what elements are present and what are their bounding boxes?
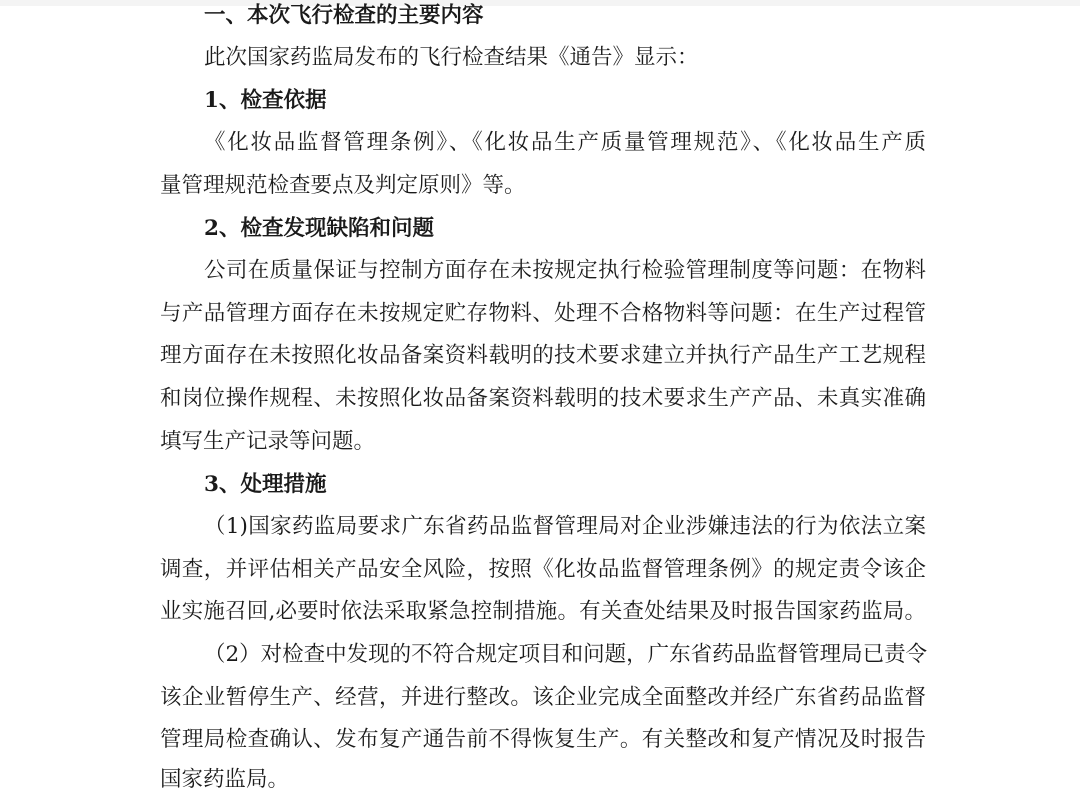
findings-line: 和岗位操作规程、未按照化妆品备案资料载明的技术要求生产产品、未真实准确 — [160, 386, 926, 411]
subheading-measures: 3、处理措施 — [204, 472, 327, 497]
findings-line: 与产品管理方面存在未按规定贮存物料、处理不合格物料等问题：在生产过程管 — [160, 301, 926, 326]
findings-line: 填写生产记录等问题。 — [160, 429, 376, 454]
measure1-line: 业实施召回,必要时依法采取紧急控制措施。有关查处结果及时报告国家药监局。 — [160, 599, 926, 624]
measure2-line: 国家药监局。 — [160, 767, 290, 792]
measure2-line: （2）对检查中发现的不符合规定项目和问题，广东省药品监督管理局已责令 — [204, 642, 928, 667]
measure1-line: 调查，并评估相关产品安全风险，按照《化妆品监督管理条例》的规定责令该企 — [160, 557, 926, 582]
measure2-line: 该企业暂停生产、经营，并进行整改。该企业完成全面整改并经广东省药品监督 — [160, 685, 926, 710]
measure2-line: 管理局检查确认、发布复产通告前不得恢复生产。有关整改和复产情况及时报告 — [160, 727, 926, 752]
findings-line: 公司在质量保证与控制方面存在未按规定执行检验管理制度等问题：在物料 — [204, 258, 926, 283]
basis-line: 量管理规范检查要点及判定原则》等。 — [160, 173, 526, 198]
findings-line: 理方面存在未按照化妆品备案资料载明的技术要求建立并执行产品生产工艺规程 — [160, 343, 926, 368]
section-heading: 一、本次飞行检查的主要内容 — [204, 3, 484, 28]
subheading-findings: 2、检查发现缺陷和问题 — [204, 216, 434, 241]
subheading-basis: 1、检查依据 — [204, 88, 327, 113]
intro-paragraph: 此次国家药监局发布的飞行检查结果《通告》显示： — [204, 45, 699, 70]
measure1-line: （1)国家药监局要求广东省药品监督管理局对企业涉嫌违法的行为依法立案 — [204, 514, 926, 539]
basis-line: 《化妆品监督管理条例》、《化妆品生产质量管理规范》、《化妆品生产质 — [204, 130, 926, 155]
